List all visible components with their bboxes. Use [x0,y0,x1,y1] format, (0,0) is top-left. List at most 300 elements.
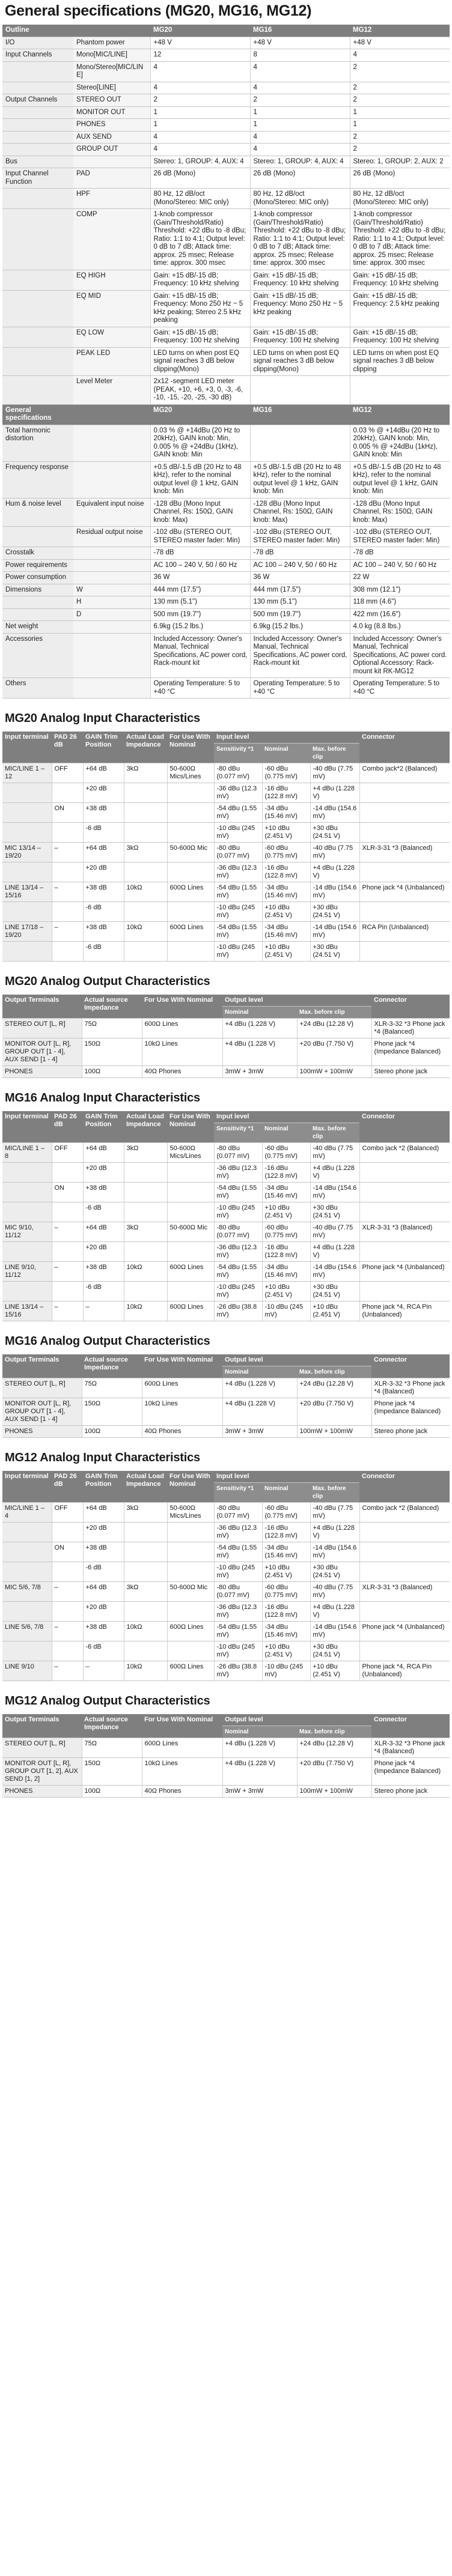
row-label: LINE 13/14 – 15/16 [2,882,52,902]
column-header: Connector [359,1471,450,1503]
table-cell: EQ HIGH [73,270,150,290]
table-cell: -6 dB [83,1562,124,1582]
table-cell: 2 [350,94,450,107]
table-cell: -80 dBu (0.077 mV) [214,843,262,862]
table-cell: 600Ω Lines [167,882,214,902]
table-cell: 600Ω Lines [142,1378,222,1398]
table-cell: 36 W [250,572,350,584]
column-header: Input terminal [2,732,52,763]
table-cell: PEAK LED [73,347,150,376]
table-cell: 3kΩ [124,1582,167,1602]
table-cell [124,1183,167,1202]
table-cell: -16 dBu (122.8 mV) [262,862,310,882]
table-row [2,1019,450,1038]
table-cell: 2 [350,82,450,94]
row-label [2,1183,52,1202]
table-cell: Gain: +15 dB/-15 dB; Frequency: 100 Hz shelving [250,327,350,347]
table-row [2,1302,450,1321]
column-subheader: Nominal [222,1007,297,1019]
row-label: LINE 9/10 [2,1661,52,1681]
row-label [2,376,73,405]
table-cell: -6 dB [83,1641,124,1661]
table-row [2,783,450,803]
row-label [2,1242,52,1262]
table-cell: +10 dBu (2.451 V) [262,823,310,843]
row-label [2,1523,52,1542]
table-cell: -6 dB [83,942,124,962]
table-cell [124,823,167,843]
table-cell: 75Ω [82,1738,142,1758]
table-cell [52,1641,83,1661]
table-cell: 3kΩ [124,843,167,862]
table-cell: 1-knob compressor (Gain/Threshold/Ratio) Threshold: +22 dBu to -8 dBu; Ratio: 1:1 to 4:1; Output level: 0 dB to 7 dB; Attack time: approx. 25 msec; Release time: approx. 300 msec [350,209,450,270]
table-cell: -6 dB [83,1282,124,1302]
table-cell: -128 dBu (Mono Input Channel, Rs: 150Ω, GAIN knob: Max) [350,498,450,527]
table-cell: COMP [73,209,150,270]
table-row [2,1503,450,1523]
table-cell: +4 dBu (1.228 V) [310,1523,359,1542]
row-label: PHONES [2,1426,82,1438]
table-row [2,1602,450,1622]
table-cell [359,783,450,803]
table-cell: +10 dBu (2.451 V) [262,1562,310,1582]
table-cell: +10 dBu (2.451 V) [262,1202,310,1222]
table-cell: -16 dBu (122.8 mV) [262,1523,310,1542]
table-cell: 40Ω Phones [142,1066,222,1078]
row-label [2,61,73,82]
table-cell: 36 W [150,572,250,584]
table-cell: Phone jack *4 (Unbalanced) [359,1622,450,1641]
table-row [2,803,450,823]
column-header: Connector [371,995,450,1019]
table-cell: 8 [250,49,350,62]
table-row [2,763,450,783]
table-cell: -10 dBu (245 mV) [214,942,262,962]
table-cell: MONITOR OUT [73,106,150,119]
table-cell [167,1562,214,1582]
table-cell: OFF [52,1503,83,1523]
table-row [2,61,450,82]
column-subheader: Nominal [262,744,310,763]
table-cell [167,942,214,962]
table-cell: AC 100 – 240 V, 50 / 60 Hz [150,559,250,572]
table-cell [52,823,83,843]
table-cell: – [52,1661,83,1681]
table-cell [359,1282,450,1302]
mg20-input-table [2,732,450,962]
table-cell: -14 dBu (154.6 mV) [310,1622,359,1641]
table-cell: Phone jack *4 (Impedance Balanced) [371,1398,450,1426]
table-cell: +4 dBu (1.228 V) [310,1242,359,1262]
table-cell: 3mW + 3mW [222,1066,297,1078]
table-cell: +20 dB [83,1163,124,1183]
table-cell: 40Ω Phones [142,1426,222,1438]
table-row [2,168,450,189]
table-cell: +30 dBu (24.51 V) [310,1202,359,1222]
table-cell: -10 dBu (245 mV) [214,1641,262,1661]
table-cell [359,1641,450,1661]
table-cell: +10 dBu (2.451 V) [262,942,310,962]
table-cell [73,156,150,168]
table-cell: +20 dB [83,1602,124,1622]
column-header: Actual source Impedance [82,1354,142,1378]
row-label: MIC/LINE 1 – 4 [2,1503,52,1523]
table-row [2,1242,450,1262]
table-cell [359,1202,450,1222]
table-cell: +20 dB [83,1523,124,1542]
table-cell: -54 dBu (1.55 mV) [214,882,262,902]
table-cell: 4 [150,61,250,82]
table-cell [52,942,83,962]
table-row [2,156,450,168]
table-cell: XLR-3-31 *3 (Balanced) [359,1222,450,1242]
table-cell: -10 dBu (245 mV) [214,902,262,922]
row-label: Net weight [2,621,73,634]
table-cell: -14 dBu (154.6 mV) [310,1262,359,1282]
table-cell: +30 dBu (24.51 V) [310,823,359,843]
row-label [2,270,73,290]
table-cell [359,942,450,962]
table-row [2,1143,450,1163]
table-cell: -16 dBu (122.8 mV) [262,1163,310,1183]
table-cell: 130 mm (5.1") [250,596,350,609]
table-cell: -14 dBu (154.6 mV) [310,803,359,823]
table-cell: Gain: +15 dB/-15 dB; Frequency: 10 kHz shelving [350,270,450,290]
table-cell [167,862,214,882]
table-cell: Stereo phone jack [371,1426,450,1438]
table-cell: -14 dBu (154.6 mV) [310,1542,359,1562]
table-cell: -6 dB [83,902,124,922]
table-row [2,1038,450,1066]
table-cell: -60 dBu (0.775 mV) [262,763,310,783]
column-header: General specifications [2,405,73,425]
row-label [2,189,73,209]
column-header: GAIN Trim Position [83,1471,124,1503]
column-subheader: Max. before clip [297,1007,371,1019]
table-cell: ON [52,1542,83,1562]
row-label: I/O [2,37,73,49]
table-cell: 2 [150,94,250,107]
row-label: LINE 17/18 – 19/20 [2,922,52,942]
table-cell: Phone jack *4, RCA Pin (Unbalanced) [359,1302,450,1321]
table-cell: -16 dBu (122.8 mV) [262,783,310,803]
table-row [2,131,450,144]
table-cell: 50-600Ω Mics/Lines [167,1503,214,1523]
table-cell: 4 [250,82,350,94]
table-cell: AC 100 – 240 V, 50 / 60 Hz [250,559,350,572]
table-cell: -54 dBu (1.55 mV) [214,1542,262,1562]
table-cell: -102 dBu (STEREO OUT, STEREO master fader: Min) [150,527,250,547]
table-cell: -54 dBu (1.55 mV) [214,803,262,823]
column-header: PAD 26 dB [52,1111,83,1143]
row-label: Hum & noise level [2,498,73,527]
table-cell: 600Ω Lines [167,1661,214,1681]
table-cell [124,803,167,823]
table-cell: -34 dBu (15.46 mV) [262,1183,310,1202]
row-label: PHONES [2,1786,82,1798]
group-header: Input level [214,1111,359,1123]
column-header [73,405,150,425]
mg16-input-heading: MG16 Analog Input Characteristics [5,1091,200,1105]
table-cell: 4.0 kg (8.8 lbs.) [350,621,450,634]
table-row [2,1222,450,1242]
table-cell: 50-600Ω Mic [167,1582,214,1602]
row-label: Output Channels [2,94,73,107]
table-cell [359,1542,450,1562]
table-cell [73,461,150,498]
table-cell: -10 dBu (245 mV) [214,1562,262,1582]
table-row [2,1562,450,1582]
table-cell: 422 mm (16.6") [350,608,450,621]
row-label: MONITOR OUT [L, R], GROUP OUT [1 - 4], AUX SEND [1 - 4] [2,1038,82,1066]
table-cell: 3mW + 3mW [222,1426,297,1438]
table-cell: – [52,843,83,862]
table-cell [124,902,167,922]
table-cell: HPF [73,189,150,209]
table-cell: 1 [250,119,350,132]
table-cell: Gain: +15 dB/-15 dB; Frequency: 2.5 kHz peaking [350,290,450,327]
table-cell: – [83,1661,124,1681]
column-header: Connector [359,1111,450,1143]
table-row [2,1398,450,1426]
table-cell: +0.5 dB/-1.5 dB (20 Hz to 48 kHz), refer to the nominal output level @ 1 kHz, GAIN knob: Min [150,461,250,498]
table-cell [124,1163,167,1183]
table-cell [359,862,450,882]
table-cell: +20 dB [83,783,124,803]
table-cell: Phone jack *4 (Unbalanced) [359,1262,450,1282]
row-label [2,1163,52,1183]
table-cell: – [83,1302,124,1321]
group-header: Input level [214,732,359,744]
table-row [2,584,450,596]
table-row [2,327,450,347]
table-cell: 500 mm (19.7") [150,608,250,621]
table-cell: 50-600Ω Mic [167,843,214,862]
table-cell: 0.03 % @ +14dBu (20 Hz to 20kHz), GAIN knob: Min, 0.005 % @ +24dBu (1kHz), GAIN knob: Min [350,425,450,461]
table-row [2,1523,450,1542]
table-cell: 3kΩ [124,763,167,783]
table-cell: 10kΩ Lines [142,1038,222,1066]
column-subheader: Sensitivity *1 [214,1123,262,1143]
mg20-output-heading: MG20 Analog Output Characteristics [5,975,210,988]
table-row [2,1262,450,1282]
table-cell: 26 dB (Mono) [250,168,350,189]
table-cell [73,633,150,678]
table-cell: 3kΩ [124,1503,167,1523]
table-cell [73,547,150,560]
column-header: MG16 [250,25,350,37]
table-cell [52,1163,83,1183]
table-row [2,633,450,678]
column-header [73,25,150,37]
table-cell: 4 [350,49,450,62]
row-label: Input Channels [2,49,73,62]
table-cell: +20 dB [83,862,124,882]
table-cell: 4 [250,131,350,144]
table-cell [52,1602,83,1622]
table-cell: +24 dBu (12.28 V) [297,1019,371,1038]
table-cell: LED turns on when post EQ signal reaches 3 dB below clipping(Mono) [150,347,250,376]
table-cell [167,1282,214,1302]
table-cell: Stereo: 1, GROUP: 2, AUX: 2 [350,156,450,168]
table-cell: +4 dBu (1.228 V) [222,1378,297,1398]
table-row [2,608,450,621]
table-cell: +4 dBu (1.228 V) [310,783,359,803]
table-cell: 444 mm (17.5") [150,584,250,596]
table-cell: -54 dBu (1.55 mV) [214,922,262,942]
table-cell: +10 dBu (2.451 V) [262,1641,310,1661]
table-cell: 444 mm (17.5") [250,584,350,596]
table-cell [350,376,450,405]
table-cell [167,1163,214,1183]
table-cell: +20 dBu (7.750 V) [297,1758,371,1786]
table-cell: +30 dBu (24.51 V) [310,1641,359,1661]
row-label: Dimensions [2,584,73,596]
table-row [2,347,450,376]
mg12-output-table [2,1714,450,1798]
table-cell: -102 dBu (STEREO OUT, STEREO master fader: Min) [350,527,450,547]
table-row [2,270,450,290]
table-cell: -40 dBu (7.75 mV) [310,1222,359,1242]
table-cell [359,823,450,843]
table-cell: Mono/Stereo[MIC/LINE] [73,61,150,82]
table-cell [124,1602,167,1622]
table-row [2,922,450,942]
page-title: General specifications (MG20, MG16, MG12) [5,2,312,19]
table-cell [52,1242,83,1262]
table-cell [52,1523,83,1542]
table-cell: +24 dBu (12.28 V) [297,1738,371,1758]
row-label [2,608,73,621]
mg12-input-table [2,1471,450,1681]
column-subheader: Nominal [262,1483,310,1503]
mg12-input-heading: MG12 Analog Input Characteristics [5,1451,200,1464]
table-cell [73,621,150,634]
table-row [2,559,450,572]
mg16-output-heading: MG16 Analog Output Characteristics [5,1335,210,1348]
table-row [2,596,450,609]
table-cell: +4 dBu (1.228 V) [222,1038,297,1066]
row-label: MONITOR OUT [L, R], GROUP OUT [1 - 4], AUX SEND [1 - 4] [2,1398,82,1426]
mg20-input-heading: MG20 Analog Input Characteristics [5,712,200,725]
table-cell: +4 dBu (1.228 V) [222,1398,297,1426]
table-cell: 75Ω [82,1019,142,1038]
table-cell: 600Ω Lines [142,1738,222,1758]
table-cell: 100mW + 100mW [297,1426,371,1438]
row-label [2,823,52,843]
row-label [2,527,73,547]
table-cell: 0.03 % @ +14dBu (20 Hz to 20kHz), GAIN knob: Min, 0.005 % @ +24dBu (1kHz), GAIN knob: Min [150,425,250,461]
table-cell: 150Ω [82,1398,142,1426]
table-cell: ON [52,1183,83,1202]
table-cell: Gain: +15 dB/-15 dB; Frequency: 100 Hz shelving [150,327,250,347]
row-label [2,902,52,922]
table-cell: 600Ω Lines [167,1262,214,1282]
table-cell: -34 dBu (15.46 mV) [262,803,310,823]
table-cell: -34 dBu (15.46 mV) [262,1262,310,1282]
table-cell: -60 dBu (0.775 mV) [262,843,310,862]
table-cell: EQ MID [73,290,150,327]
table-cell [124,1542,167,1562]
table-cell: +10 dBu (2.451 V) [262,1282,310,1302]
column-subheader: Sensitivity *1 [214,1483,262,1503]
table-cell: -128 dBu (Mono Input Channel, Rs: 150Ω, GAIN knob: Max) [250,498,350,527]
table-cell: -34 dBu (15.46 mV) [262,922,310,942]
table-row [2,1641,450,1661]
table-row [2,376,450,405]
table-cell: -36 dBu (12.3 mV) [214,1523,262,1542]
table-cell [359,803,450,823]
table-cell [167,1183,214,1202]
group-header: Output level [222,995,371,1007]
table-cell: 1 [350,119,450,132]
table-row [2,942,450,962]
column-header: Connector [359,732,450,763]
spec-page [2,2,450,1798]
table-cell: -60 dBu (0.775 mV) [262,1143,310,1163]
table-cell: Gain: +15 dB/-15 dB; Frequency: Mono 250 Hz ~ 5 kHz peaking; Stereo 2.5 kHz peaking [150,290,250,327]
table-cell: 130 mm (5.1") [150,596,250,609]
table-cell: Gain: +15 dB/-15 dB; Frequency: 10 kHz shelving [250,270,350,290]
table-row [2,862,450,882]
table-cell: 6.9kg (15.2 lbs.) [150,621,250,634]
table-cell: Stereo: 1, GROUP: 4, AUX: 4 [250,156,350,168]
table-cell: EQ LOW [73,327,150,347]
table-cell: 4 [250,61,350,82]
table-cell: – [52,1222,83,1242]
table-cell: Combo jack *2 (Balanced) [359,1143,450,1163]
table-cell: 26 dB (Mono) [350,168,450,189]
table-cell: XLR-3-31 *3 (Balanced) [359,843,450,862]
table-row [2,621,450,634]
header-row [2,732,450,744]
table-cell: +38 dB [83,1183,124,1202]
row-label: Input Channel Function [2,168,73,189]
column-header: Actual Load Impedance [124,732,167,763]
table-cell: +4 dBu (1.228 V) [222,1019,297,1038]
table-cell: 1 [250,106,350,119]
column-header: MG20 [150,25,250,37]
table-cell: 26 dB (Mono) [150,168,250,189]
table-cell [124,1282,167,1302]
row-label [2,290,73,327]
table-cell: Phone jack *4 (Impedance Balanced) [371,1758,450,1786]
table-cell: +38 dB [83,803,124,823]
table-row [2,144,450,156]
table-row [2,1282,450,1302]
table-cell: XLR-3-32 *3 Phone jack *4 (Balanced) [371,1019,450,1038]
table-cell [52,1282,83,1302]
mg12-output-heading: MG12 Analog Output Characteristics [5,1694,210,1708]
table-cell: 600Ω Lines [167,1302,214,1321]
table-cell: PHONES [73,119,150,132]
column-header: GAIN Trim Position [83,732,124,763]
table-cell [167,783,214,803]
table-cell: +38 dB [83,1262,124,1282]
row-label: MIC 13/14 – 19/20 [2,843,52,862]
table-cell: -60 dBu (0.775 mV) [262,1222,310,1242]
table-cell: -78 dB [350,547,450,560]
column-header: Actual Load Impedance [124,1111,167,1143]
table-cell: 75Ω [82,1378,142,1398]
table-row [2,843,450,862]
group-header: Input level [214,1471,359,1483]
table-cell: AC 100 – 240 V, 50 / 60 Hz [350,559,450,572]
table-cell: Phone jack *4, RCA Pin (Unbalanced) [359,1661,450,1681]
column-header: Output Terminals [2,995,82,1019]
table-cell [359,1163,450,1183]
table-row [2,82,450,94]
